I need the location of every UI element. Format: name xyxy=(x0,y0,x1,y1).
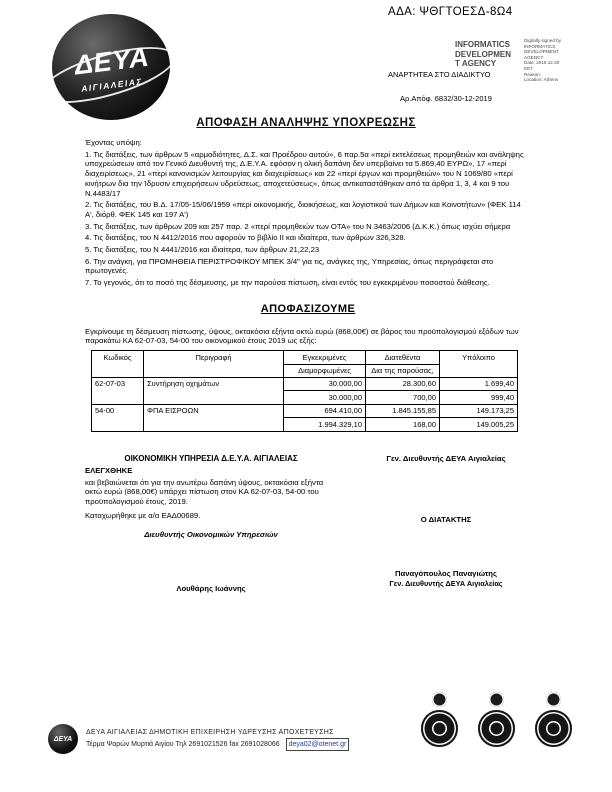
legal-item-2: 2. Τις διατάξεις, του Β.Δ. 17/05-15/06/1959 «περί οικονομικής, διοικήσεως, και λογιστικού των Δήμων και Κοινοτήτων» (ΦΕΚ 114 Α', διόρθ. ΦΕΚ 145 και 197 Α') xyxy=(85,200,521,219)
signature-detail-line: Digitally signed by xyxy=(524,38,562,43)
cell-description: Συντήρηση οχημάτων xyxy=(144,377,284,404)
table-row xyxy=(92,404,518,417)
cell-code: 62-07-03 xyxy=(92,377,144,404)
cell-balance: 149.005,25 xyxy=(440,418,518,431)
decision-number: Αρ.Απόφ. 6832/30-12-2019 xyxy=(400,94,492,103)
footer-email-link[interactable]: deya02@otenet.gr xyxy=(286,738,350,751)
cell-balance: 999,40 xyxy=(440,391,518,404)
legal-item-5: 5. Τις διατάξεις, του Ν 4441/2016 και ιδιαίτερα, των άρθρων 21,22,23 xyxy=(85,245,320,255)
signature-right-block xyxy=(361,454,531,594)
certification-badges xyxy=(421,692,572,747)
legal-item-4: 4. Τις διατάξεις, του Ν 4412/2016 που αφορούν το βιβλίο ΙΙ και ιδιαίτερα, των άρθρων 326,328. xyxy=(85,233,406,243)
cell-approved: 30.000,00 xyxy=(284,391,366,404)
agency-line: INFORMATICS xyxy=(455,40,510,49)
ada-number: ΑΔΑ: ΨΘΓΤΟΕΣΔ-8Ω4 xyxy=(388,6,513,18)
col-header-approved: Εγκεκριμένες xyxy=(284,351,366,364)
legal-item-1: 1. Τις διατάξεις, των άρθρων 5 «αρμοδιότητες, Δ.Σ. και Προέδρου αυτού», 6 παρ.5α «περί εκτελέσεως προμηθειών και ανάληψης υποχρεώσεων από τον Γενικό Διευθυντή της, Δ.Ε.Υ.Α. εφόσον η ολική δαπάνη δεν υπερβαίνει τα 5.869,40 ΕΥΡΩ», 17 «περί διαχειρίσεως», 21 «περί κανονισμών λειτουργίας και διαχειρίσεως» και 22 «περί έργων και προμηθειών» του Ν 1069/80 «περί κινήτρων δια την Ίδρυσιν επιχειρήσεων υδρεύσεως, αποχετεύσεως», όπως αντικαταστάθηκαν από τα άρθρα 1, 3, 4 και 9 του Ν.4483/17 xyxy=(85,149,524,198)
signature-detail-line: INFORMATICS xyxy=(524,43,556,49)
page-title: ΑΠΟΦΑΣΗ ΑΝΑΛΗΨΗΣ ΥΠΟΧΡΕΩΣΗΣ xyxy=(196,117,416,129)
signature-detail-line: Date: 2019.12.30 xyxy=(524,60,560,66)
signature-detail-line: Location: Athens xyxy=(524,77,558,83)
certification-badge-2 xyxy=(478,692,515,747)
cell-allocated: 168,00 xyxy=(366,418,440,431)
signature-detail-line: Reason: xyxy=(524,71,542,77)
left-signer-name: Λουθάρης Ιωάννης xyxy=(176,584,246,594)
table-header-row xyxy=(92,351,518,364)
deva-logo xyxy=(52,14,170,120)
page-footer xyxy=(48,724,408,754)
anartitea-label: ΑΝΑΡΤΗΤΕΑ ΣΤΟ ΔΙΑΔΙΚΤΥΟ xyxy=(388,70,491,79)
certification-badge-1 xyxy=(421,692,458,747)
agency-line: DEVELOPMEN xyxy=(455,49,512,59)
right-title: Γεν. Διευθυντής ΔΕΥΑ Αιγιαλείας xyxy=(386,453,506,463)
verification-text: και βεβαιώνεται ότι για την ανωτέρω δαπάνη ύψους, οκτακόσια εξήντα οκτώ ευρώ (868,00€) υπάρχει πίστωση στον ΚΑ 62-07-03, 54-00 του προϋπολογισμού έτους, 2019. xyxy=(85,477,324,506)
cell-description: ΦΠΑ ΕΙΣΡΟΩΝ xyxy=(144,404,284,431)
col-header-allocated: Διατεθέντα xyxy=(366,351,440,364)
cert-seal-large-icon xyxy=(535,710,572,747)
certification-badge-3 xyxy=(535,692,572,747)
budget-table xyxy=(91,350,518,432)
cell-allocated: 700,00 xyxy=(366,391,440,404)
right-signer-role: Ο ΔΙΑΤΑΚΤΗΣ xyxy=(420,515,472,525)
cell-allocated: 28.300,60 xyxy=(366,377,440,390)
digital-signature-agency xyxy=(455,40,521,69)
cell-allocated: 1.845.155,85 xyxy=(366,404,440,417)
cert-seal-large-icon xyxy=(478,710,515,747)
right-signer-name: Παναγόπουλος Παναγιώτης xyxy=(395,569,497,579)
legal-item-3: 3. Τις διατάξεις, των άρθρων 209 και 257 παρ. 2 «περί προμηθειών των ΟΤΑ» του Ν 3463/2006 (Δ.Κ.Κ.) όπως ισχύει σήμερα xyxy=(85,221,511,231)
financial-service-title: ΟΙΚΟΝΟΜΙΚΗ ΥΠΗΡΕΣΙΑ Δ.Ε.Υ.Α. ΑΙΓΙΑΛΕΙΑΣ xyxy=(124,453,298,463)
agency-line: T AGENCY xyxy=(455,59,497,68)
footer-contact-line xyxy=(86,738,349,751)
table-row xyxy=(92,377,518,390)
document-body xyxy=(85,138,531,594)
cell-balance: 149.173,25 xyxy=(440,404,518,417)
legal-item-7: 7. Το γεγονός, ότι το ποσό της δέσμευσης, με την παρούσα πίστωση, είναι εντός του εγκεκριμένου ποσοστού διάθεσης. xyxy=(85,278,490,288)
cell-approved: 30.000,00 xyxy=(284,377,366,390)
cell-code: 54-00 xyxy=(92,404,144,431)
col-header-allocated-sub: Δια της παρούσας, xyxy=(366,364,440,377)
col-header-balance: Υπόλοιπο xyxy=(440,351,518,378)
left-signer-role: Διευθυντής Οικονομικών Υπηρεσιών xyxy=(144,530,278,540)
col-header-code: Κωδικός xyxy=(92,351,144,378)
approval-paragraph: Εγκρίνουμε τη δέσμευση πίστωσης, ύψους, οκτακόσια εξήντα οκτώ ευρώ (868,00€) σε βάρος του προϋπολογισμού εξόδων των παρακάτω ΚΑ 62-07-03, 54-00 του οικονομικού έτους 2019 ως εξής: xyxy=(85,326,519,346)
cert-seal-small-icon xyxy=(546,692,561,707)
cell-approved: 694.410,00 xyxy=(284,404,366,417)
registration-text: Καταχωρήθηκε με α/α ΕΑΔ00689. xyxy=(85,510,201,520)
signature-section xyxy=(85,454,531,594)
cert-seal-small-icon xyxy=(489,692,504,707)
decide-heading: ΑΠΟΦΑΣΙΖΟΥΜΕ xyxy=(260,302,356,315)
col-header-description: Περιγραφή xyxy=(144,351,284,378)
cert-seal-small-icon xyxy=(432,692,447,707)
cell-balance: 1.699,40 xyxy=(440,377,518,390)
col-header-approved-sub: Διαμορφωμένες xyxy=(284,364,366,377)
digital-signature-details xyxy=(524,38,576,83)
signature-detail-line: DEVELOPMENT AGENCY xyxy=(524,49,559,60)
checked-label: ΕΛΕΓΧΘΗΚΕ xyxy=(85,465,133,475)
signature-left-block xyxy=(85,454,337,594)
cell-approved: 1.994.329,10 xyxy=(284,418,366,431)
right-signer-name-role: Γεν. Διευθυντής ΔΕΥΑ Αιγιαλείας xyxy=(389,578,503,588)
footer-logo-icon: ΔΕΥΑ xyxy=(48,724,78,754)
footer-company-line: ΔΕΥΑ ΑΙΓΙΑΛΕΙΑΣ ΔΗΜΟΤΙΚΗ ΕΠΙΧΕΙΡΗΣΗ ΥΔΡΕΥΣΗΣ ΑΠΟΧΕΤΕΥΣΗΣ xyxy=(86,729,334,736)
preamble: Έχοντας υπόψη: xyxy=(85,138,142,147)
logo-text: ΔΕΥΑ xyxy=(72,41,152,81)
logo-subtext: ΑΙΓΙΑΛΕΙΑΣ xyxy=(80,76,144,94)
legal-item-6: 6. Την ανάγκη, για ΠΡΟΜΗΘΕΙΑ ΠΕΡΙΣΤΡΟΦΙΚΟΥ ΜΠΕΚ 3/4" για τις, ανάγκες της, Υπηρεσίας, όπως περιγράφεται στο πρωτογενές. xyxy=(85,256,494,276)
footer-address: Τέρμα Ψαρών Μυρτιά Αιγίου Τηλ 2691021526 fax 2691028066 xyxy=(86,741,280,748)
cert-seal-large-icon xyxy=(421,710,458,747)
signature-detail-line: EET xyxy=(524,65,533,71)
